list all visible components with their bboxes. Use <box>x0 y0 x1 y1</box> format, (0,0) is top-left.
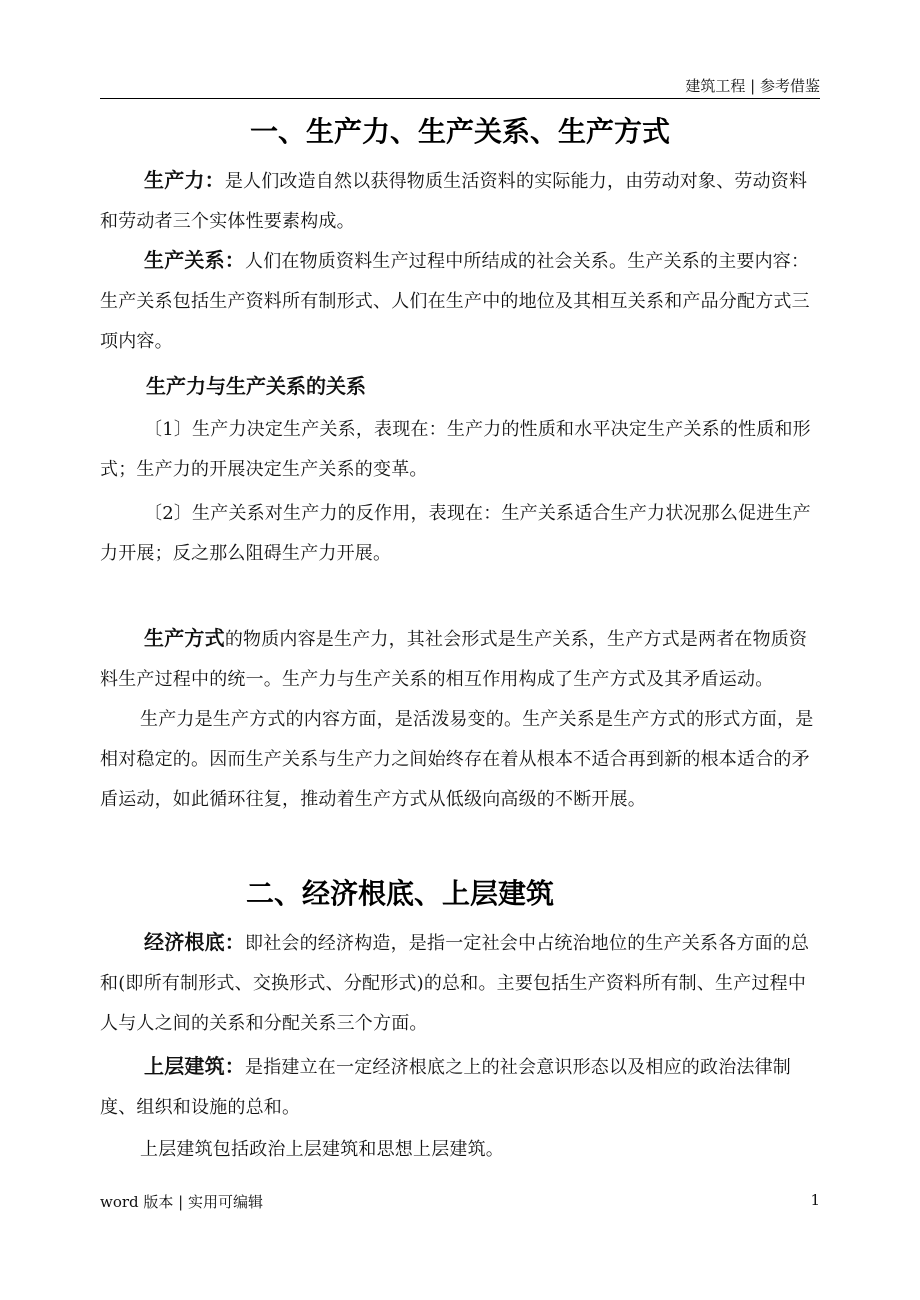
subhead-relationship: 生产力与生产关系的关系 <box>146 374 366 398</box>
para-superstructure-body: 是指建立在一定经济根底之上的社会意识形态以及相应的政治法律制度、组织和设施的总和。 <box>100 1057 791 1118</box>
para-mode-body: 的物质内容是生产力，其社会形式是生产关系，生产方式是两者在物质资料生产过程中的统一。生产力与生产关系的相互作用构成了生产方式及其矛盾运动。 <box>100 629 808 690</box>
footer-text: word 版本 | 实用可编辑 <box>100 1193 264 1211</box>
term-productivity: 生产力： <box>144 168 225 192</box>
para-superstructure <box>100 1046 824 1128</box>
page-header <box>100 76 820 99</box>
para-relations-body: 人们在物质资料生产过程中所结成的社会关系。生产关系的主要内容：生产关系包括生产资料所有制形式、人们在生产中的地位及其相互关系和产品分配方式三项内容。 <box>100 251 810 352</box>
para-economic-base <box>100 922 824 1044</box>
para-economic-base-body: 即社会的经济构造，是指一定社会中占统治地位的生产关系各方面的总和(即所有制形式、交换形式、分配形式)的总和。主要包括生产资料所有制、生产过程中人与人之间的关系和分配关系三个方面。 <box>100 933 810 1034</box>
header-text: 建筑工程 | 参考借鉴 <box>685 77 820 95</box>
page-number: 1 <box>810 1191 820 1209</box>
para-productivity-body: 是人们改造自然以获得物质生活资料的实际能力，由劳动对象、劳动资料和劳动者三个实体性要素构成。 <box>100 171 808 232</box>
item-1: 〔1〕生产力决定生产关系，表现在：生产力的性质和水平决定生产关系的性质和形式；生产力的开展决定生产关系的变革。 <box>100 419 811 480</box>
para-superstructure-types: 上层建筑包括政治上层建筑和思想上层建筑。 <box>140 1139 504 1160</box>
term-economic-base: 经济根底： <box>144 930 245 954</box>
para-productivity <box>100 160 824 242</box>
section1-title: 一、生产力、生产关系、生产方式 <box>249 115 670 148</box>
section2-title: 二、经济根底、上层建筑 <box>245 877 554 910</box>
term-mode-of-production: 生产方式 <box>144 626 225 650</box>
term-relations: 生产关系： <box>144 248 245 272</box>
para-relations <box>100 240 824 362</box>
para-mode-detail: 生产力是生产方式的内容方面，是活泼易变的。生产关系是生产方式的形式方面，是相对稳定的。因而生产关系与生产力之间始终存在着从根本不适合再到新的根本适合的矛盾运动，如此循环往复，推动着生产方式从低级向高级的不断开展。 <box>100 709 814 810</box>
para-mode-of-production <box>100 618 824 700</box>
item-2: 〔2〕生产关系对生产力的反作用，表现在：生产关系适合生产力状况那么促进生产力开展；反之那么阻碍生产力开展。 <box>100 503 811 564</box>
term-superstructure: 上层建筑： <box>144 1054 245 1078</box>
